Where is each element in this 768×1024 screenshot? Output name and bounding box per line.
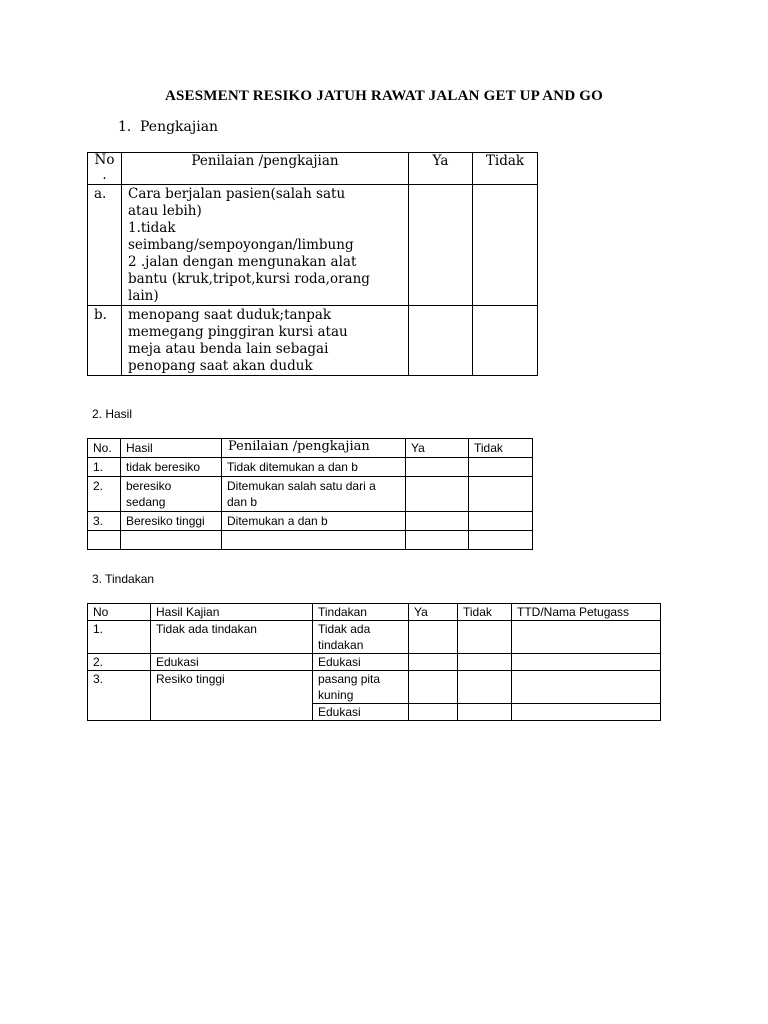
- header-tidak: Tidak: [458, 604, 512, 621]
- tidak-checkbox-cell[interactable]: [469, 512, 533, 531]
- tidak-checkbox-cell[interactable]: [469, 477, 533, 512]
- ya-checkbox-cell[interactable]: [406, 512, 469, 531]
- row-hasil-kajian: Tidak ada tindakan: [151, 621, 313, 654]
- tidak-checkbox-cell[interactable]: [458, 671, 512, 704]
- row-criteria: Cara berjalan pasien(salah satu atau lebih) 1.tidak seimbang/sempoyongan/limbung 2 .jalan dengan mengunakan alat bantu (kruk,tripot,kursi roda,orang lain): [122, 185, 409, 306]
- ya-checkbox-cell[interactable]: [406, 477, 469, 512]
- table-row: [88, 458, 533, 477]
- row-penilaian: Ditemukan a dan b: [222, 512, 406, 531]
- header-ttd-nama-petugas: TTD/Nama Petugass: [512, 604, 661, 621]
- table-row: [88, 621, 661, 654]
- row-hasil-kajian: Edukasi: [151, 654, 313, 671]
- table-row: [88, 671, 661, 704]
- table-row: [88, 654, 661, 671]
- table-row: [88, 512, 533, 531]
- pengkajian-table: [87, 152, 538, 376]
- row-number: 1.: [88, 621, 151, 654]
- header-ya: Ya: [409, 604, 458, 621]
- section-hasil-heading: 2. Hasil: [92, 407, 133, 421]
- row-number: [88, 531, 121, 550]
- ya-checkbox-cell[interactable]: [406, 458, 469, 477]
- header-no: No: [88, 604, 151, 621]
- tidak-checkbox-cell[interactable]: [458, 704, 512, 721]
- tidak-checkbox-cell[interactable]: [458, 654, 512, 671]
- ya-checkbox-cell[interactable]: [409, 621, 458, 654]
- header-no: No .: [88, 153, 122, 185]
- table-row: [88, 531, 533, 550]
- section-number: 1.: [118, 119, 132, 135]
- section-pengkajian-heading: [118, 119, 218, 135]
- ya-checkbox-cell[interactable]: [409, 306, 473, 376]
- row-penilaian: [222, 531, 406, 550]
- signature-cell[interactable]: [512, 704, 661, 721]
- ya-checkbox-cell[interactable]: [409, 654, 458, 671]
- row-number: 1.: [88, 458, 121, 477]
- row-penilaian: Tidak ditemukan a dan b: [222, 458, 406, 477]
- header-hasil-kajian: Hasil Kajian: [151, 604, 313, 621]
- header-penilaian: Penilaian /pengkajian: [122, 153, 409, 185]
- row-number: 3.: [88, 512, 121, 531]
- row-number: 3.: [88, 671, 151, 721]
- tidak-checkbox-cell[interactable]: [458, 621, 512, 654]
- row-criteria: menopang saat duduk;tanpak memegang pinggiran kursi atau meja atau benda lain sebagai penopang saat akan duduk: [122, 306, 409, 376]
- row-hasil: Beresiko tinggi: [121, 512, 222, 531]
- table-header-row: [88, 604, 661, 621]
- header-ya: Ya: [409, 153, 473, 185]
- tindakan-table: [87, 603, 661, 721]
- ya-checkbox-cell[interactable]: [409, 185, 473, 306]
- signature-cell[interactable]: [512, 671, 661, 704]
- row-hasil: [121, 531, 222, 550]
- row-hasil-kajian: Resiko tinggi: [151, 671, 313, 721]
- table-row: [88, 477, 533, 512]
- tidak-checkbox-cell[interactable]: [473, 306, 538, 376]
- row-tindakan: Edukasi: [313, 654, 409, 671]
- row-hasil: beresiko sedang: [121, 477, 222, 512]
- section-tindakan-heading: 3. Tindakan: [92, 572, 155, 586]
- row-tindakan: Edukasi: [313, 704, 409, 721]
- table-row: [88, 306, 538, 376]
- signature-cell[interactable]: [512, 621, 661, 654]
- row-number: 2.: [88, 654, 151, 671]
- tidak-checkbox-cell[interactable]: [469, 458, 533, 477]
- row-penilaian: Ditemukan salah satu dari a dan b: [222, 477, 406, 512]
- header-ya: Ya: [406, 439, 469, 458]
- tidak-checkbox-cell[interactable]: [469, 531, 533, 550]
- header-tindakan: Tindakan: [313, 604, 409, 621]
- table-header-row: [88, 153, 538, 185]
- row-tindakan: Tidak ada tindakan: [313, 621, 409, 654]
- header-hasil: Hasil: [121, 439, 222, 458]
- header-tidak: Tidak: [469, 439, 533, 458]
- signature-cell[interactable]: [512, 654, 661, 671]
- document-title: ASESMENT RESIKO JATUH RAWAT JALAN GET UP AND GO: [164, 88, 604, 104]
- row-number: 2.: [88, 477, 121, 512]
- row-number: a.: [88, 185, 122, 306]
- table-row: [88, 185, 538, 306]
- row-number: b.: [88, 306, 122, 376]
- hasil-table: [87, 438, 533, 550]
- row-tindakan: pasang pita kuning: [313, 671, 409, 704]
- section-title: Pengkajian: [140, 119, 219, 135]
- tidak-checkbox-cell[interactable]: [473, 185, 538, 306]
- header-tidak: Tidak: [473, 153, 538, 185]
- header-penilaian: Penilaian /pengkajian: [222, 439, 406, 458]
- ya-checkbox-cell[interactable]: [409, 704, 458, 721]
- ya-checkbox-cell[interactable]: [406, 531, 469, 550]
- table-header-row: [88, 439, 533, 458]
- ya-checkbox-cell[interactable]: [409, 671, 458, 704]
- header-no: No.: [88, 439, 121, 458]
- row-hasil: tidak beresiko: [121, 458, 222, 477]
